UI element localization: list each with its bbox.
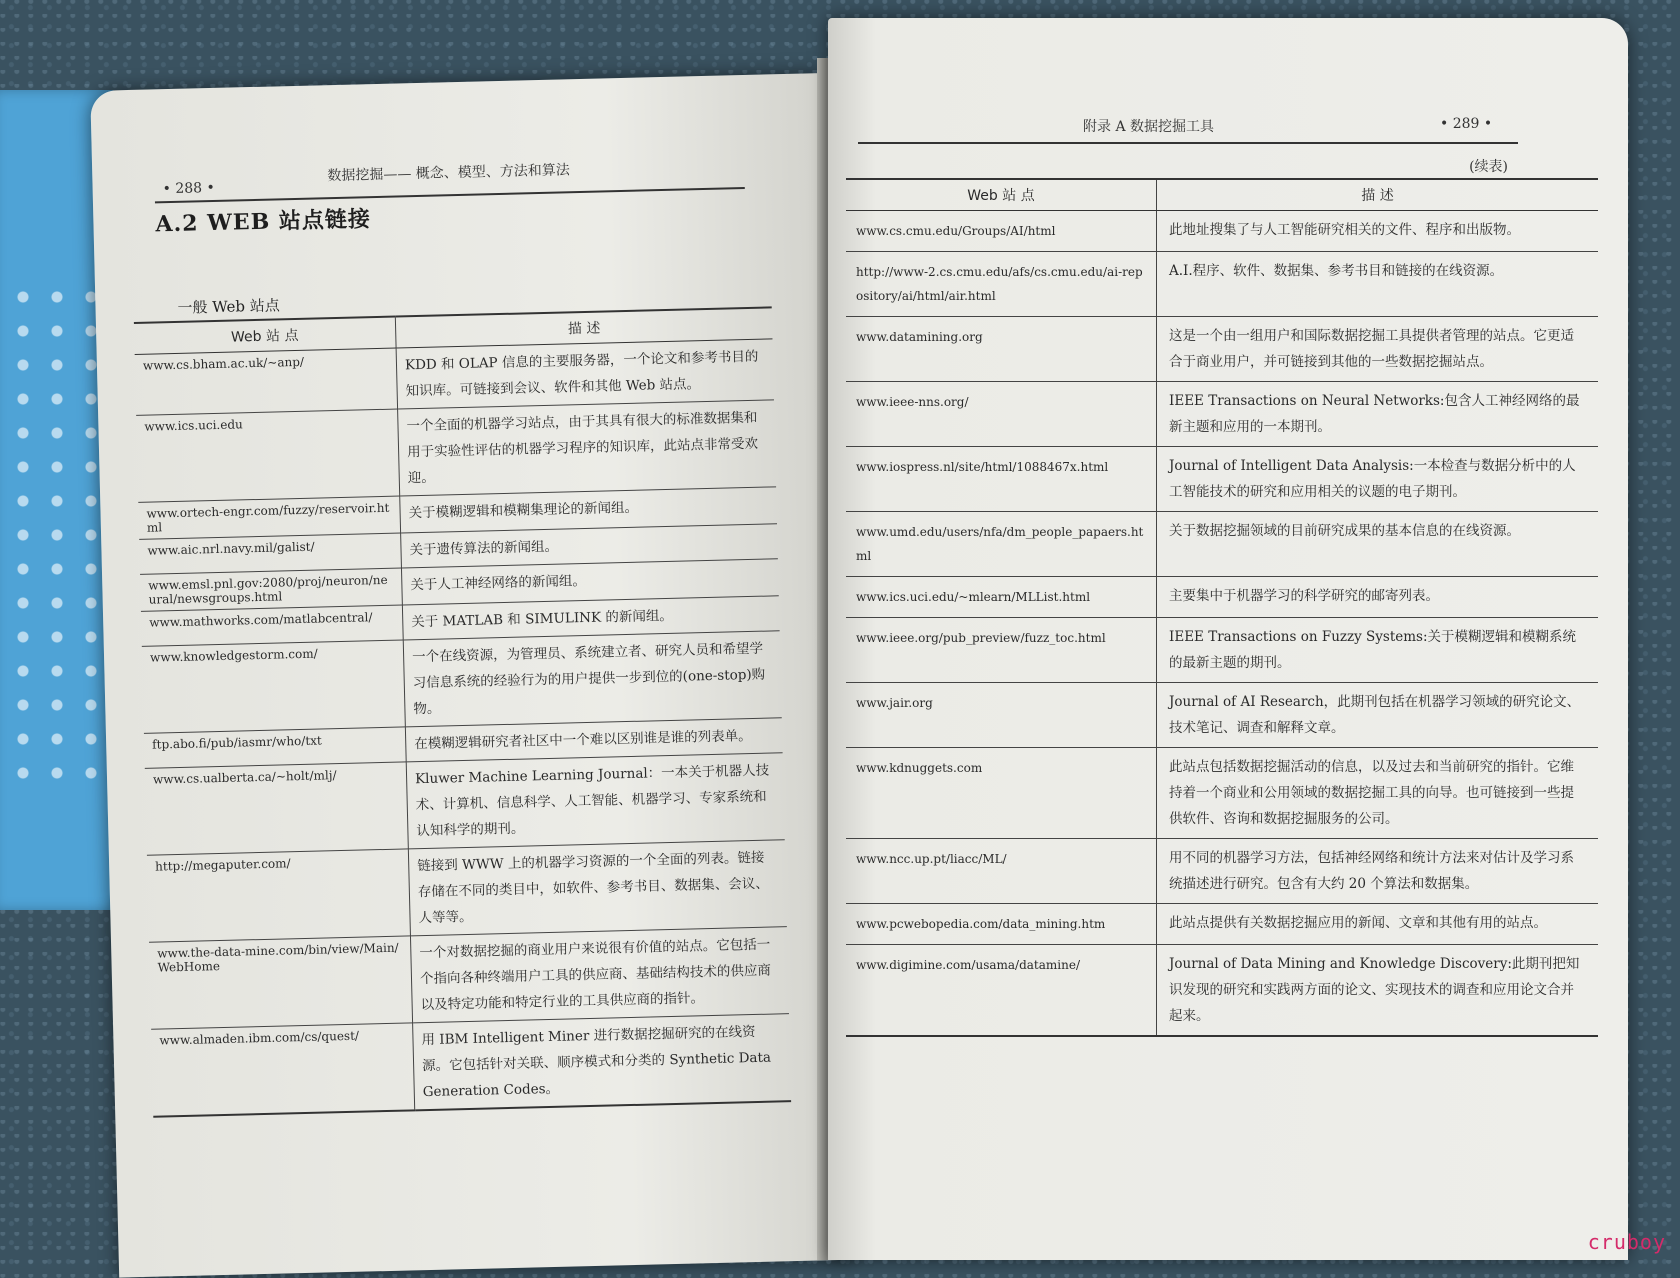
left-page-number: • 288 • bbox=[162, 179, 215, 198]
left-header-rule bbox=[155, 187, 745, 203]
site-description: 此站点包括数据挖掘活动的信息，以及过去和当前研究的指针。它维持着一个商业和公用领域的数据挖掘工具的向导。也可链接到一些提供软件、咨询和数据挖掘服务的公司。 bbox=[1157, 748, 1599, 839]
site-description: IEEE Transactions on Fuzzy Systems:关于模糊逻辑和模糊系统的最新主题的期刊。 bbox=[1157, 618, 1599, 683]
right-header-rule bbox=[858, 142, 1518, 144]
site-description: 这是一个由一组用户和国际数据挖掘工具提供者管理的站点。它更适合于商业用户，并可链接到其他的一些数据挖掘站点。 bbox=[1157, 317, 1599, 382]
site-description: 关于人工神经网络的新闻组。 bbox=[401, 559, 778, 605]
site-url: www.jair.org bbox=[846, 683, 1157, 748]
site-url: www.cs.cmu.edu/Groups/AI/html bbox=[846, 211, 1157, 252]
table-row bbox=[846, 447, 1598, 512]
table-row bbox=[846, 577, 1598, 618]
site-url: ftp.abo.fi/pub/iasmr/who/txt bbox=[144, 727, 406, 768]
site-url: www.umd.edu/users/nfa/dm_people_papaers.html bbox=[846, 512, 1157, 577]
left-page bbox=[90, 73, 854, 1278]
site-url: www.cs.ualberta.ca/~holt/mlj/ bbox=[145, 762, 409, 855]
table-row bbox=[846, 382, 1598, 447]
col-header-site: Web 站 点 bbox=[846, 179, 1157, 211]
site-description: 用不同的机器学习方法，包括神经网络和统计方法来对估计及学习系统描述进行研究。包含有大约 20 个算法和数据集。 bbox=[1157, 839, 1599, 904]
table-row bbox=[136, 400, 776, 503]
site-url: www.datamining.org bbox=[846, 317, 1157, 382]
site-url: http://www-2.cs.cmu.edu/afs/cs.cmu.edu/ai-repository/ai/html/air.html bbox=[846, 252, 1157, 317]
table-row bbox=[846, 211, 1598, 252]
site-url: www.aic.nrl.navy.mil/galist/ bbox=[139, 533, 401, 574]
site-url: http://megaputer.com/ bbox=[147, 849, 411, 942]
open-book bbox=[90, 18, 1650, 1260]
site-description: 一个在线资源，为管理员、系统建立者、研究人员和希望学习信息系统的经验行为的用户提供一步到位的(one-stop)购物。 bbox=[403, 631, 782, 727]
site-url: www.digimine.com/usama/datamine/ bbox=[846, 945, 1157, 1037]
site-url: www.the-data-mine.com/bin/view/Main/WebHome bbox=[149, 936, 413, 1029]
site-description: Kluwer Machine Learning Journal：一本关于机器人技术、计算机、信息科学、人工智能、机器学习、专家系统和认知科学的期刊。 bbox=[406, 753, 785, 849]
site-description: 关于遗传算法的新闻组。 bbox=[401, 524, 778, 568]
table-row bbox=[846, 748, 1598, 839]
site-description: 主要集中于机器学习的科学研究的邮寄列表。 bbox=[1157, 577, 1599, 618]
site-description: 关于 MATLAB 和 SIMULINK 的新闻组。 bbox=[402, 596, 779, 640]
table-row bbox=[142, 631, 782, 734]
site-description: 此站点提供有关数据挖掘应用的新闻、文章和其他有用的站点。 bbox=[1157, 904, 1599, 945]
site-url: www.almaden.ibm.com/cs/quest/ bbox=[151, 1023, 415, 1117]
right-running-title: 附录 A 数据挖掘工具 bbox=[1083, 119, 1215, 135]
site-description: 一个对数据挖掘的商业用户来说很有价值的站点。它包括一个指向各种终端用户工具的供应商、基础结构技术的供应商以及特定功能和特定行业的工具供应商的指针。 bbox=[410, 927, 789, 1023]
site-description: 关于模糊逻辑和模糊集理论的新闻组。 bbox=[400, 487, 777, 533]
site-url: www.cs.bham.ac.uk/~anp/ bbox=[135, 348, 398, 415]
table-row bbox=[147, 840, 787, 943]
site-url: www.knowledgestorm.com/ bbox=[142, 640, 406, 733]
site-url: www.ieee-nns.org/ bbox=[846, 382, 1157, 447]
table-row bbox=[145, 753, 785, 856]
site-description: 链接到 WWW 上的机器学习资源的一个全面的列表。链接存储在不同的类目中，如软件、参考书目、数据集、会议、人等等。 bbox=[408, 840, 787, 936]
site-description: Journal of Intelligent Data Analysis:一本检查与数据分析中的人工智能技术的研究和应用相关的议题的电子期刊。 bbox=[1157, 447, 1599, 512]
section-title: A.2 WEB 站点链接 bbox=[155, 206, 372, 238]
site-description: 在模糊逻辑研究者社区中一个难以区别谁是谁的列表单。 bbox=[405, 718, 782, 762]
site-description: 用 IBM Intelligent Miner 进行数据挖掘研究的在线资源。它包括针对关联、顺序模式和分类的 Synthetic Data Generation Codes。 bbox=[413, 1014, 792, 1111]
site-description: KDD 和 OLAP 信息的主要服务器，一个论文和参考书目的知识库。可链接到会议、软件和其他 Web 站点。 bbox=[396, 339, 774, 409]
table-row bbox=[846, 512, 1598, 577]
table-row bbox=[149, 927, 789, 1030]
table-row bbox=[151, 1014, 791, 1117]
site-url: www.ics.uci.edu bbox=[136, 409, 400, 502]
right-page bbox=[828, 18, 1628, 1260]
col-header-desc: 描 述 bbox=[395, 307, 772, 348]
site-description: Journal of AI Research，此期刊包括在机器学习领域的研究论文、技术笔记、调查和解释文章。 bbox=[1157, 683, 1599, 748]
table-row bbox=[846, 945, 1598, 1037]
site-url: www.mathworks.com/matlabcentral/ bbox=[141, 605, 403, 646]
subsection-heading: 一般 Web 站点 bbox=[177, 296, 280, 317]
col-header-site: Web 站 点 bbox=[134, 317, 396, 355]
site-url: www.ncc.up.pt/liacc/ML/ bbox=[846, 839, 1157, 904]
site-url: www.ortech-engr.com/fuzzy/reservoir.html bbox=[138, 496, 400, 539]
site-description: 此地址搜集了与人工智能研究相关的文件、程序和出版物。 bbox=[1157, 211, 1599, 252]
watermark: cruboy bbox=[1587, 1230, 1666, 1254]
right-links-table bbox=[846, 178, 1598, 1037]
right-page-number: • 289 • bbox=[1440, 116, 1493, 132]
site-description: Journal of Data Mining and Knowledge Discovery:此期刊把知识发现的研究和实践两方面的论文、实现技术的调查和应用论文合并起来。 bbox=[1157, 945, 1599, 1037]
left-links-table bbox=[134, 306, 791, 1117]
site-description: 一个全面的机器学习站点，由于其具有很大的标准数据集和用于实验性评估的机器学习程序的知识库，此站点非常受欢迎。 bbox=[398, 400, 777, 496]
site-url: www.kdnuggets.com bbox=[846, 748, 1157, 839]
site-url: www.ics.uci.edu/~mlearn/MLList.html bbox=[846, 577, 1157, 618]
col-header-desc: 描 述 bbox=[1157, 179, 1599, 211]
site-description: IEEE Transactions on Neural Networks:包含人工神经网络的最新主题和应用的一本期刊。 bbox=[1157, 382, 1599, 447]
table-row bbox=[846, 252, 1598, 317]
site-description: A.I.程序、软件、数据集、参考书目和链接的在线资源。 bbox=[1157, 252, 1599, 317]
site-url: www.emsl.pnl.gov:2080/proj/neuron/neural/newsgroups.html bbox=[140, 568, 402, 611]
left-running-title: 数据挖掘—— 概念、模型、方法和算法 bbox=[327, 162, 570, 185]
table-row bbox=[846, 683, 1598, 748]
site-url: www.pcwebopedia.com/data_mining.htm bbox=[846, 904, 1157, 945]
site-description: 关于数据挖掘领域的目前研究成果的基本信息的在线资源。 bbox=[1157, 512, 1599, 577]
continued-label: (续表) bbox=[1469, 159, 1508, 175]
table-row bbox=[846, 839, 1598, 904]
table-row bbox=[846, 904, 1598, 945]
site-url: www.iospress.nl/site/html/1088467x.html bbox=[846, 447, 1157, 512]
site-url: www.ieee.org/pub_preview/fuzz_toc.html bbox=[846, 618, 1157, 683]
table-row bbox=[846, 618, 1598, 683]
table-row bbox=[846, 317, 1598, 382]
